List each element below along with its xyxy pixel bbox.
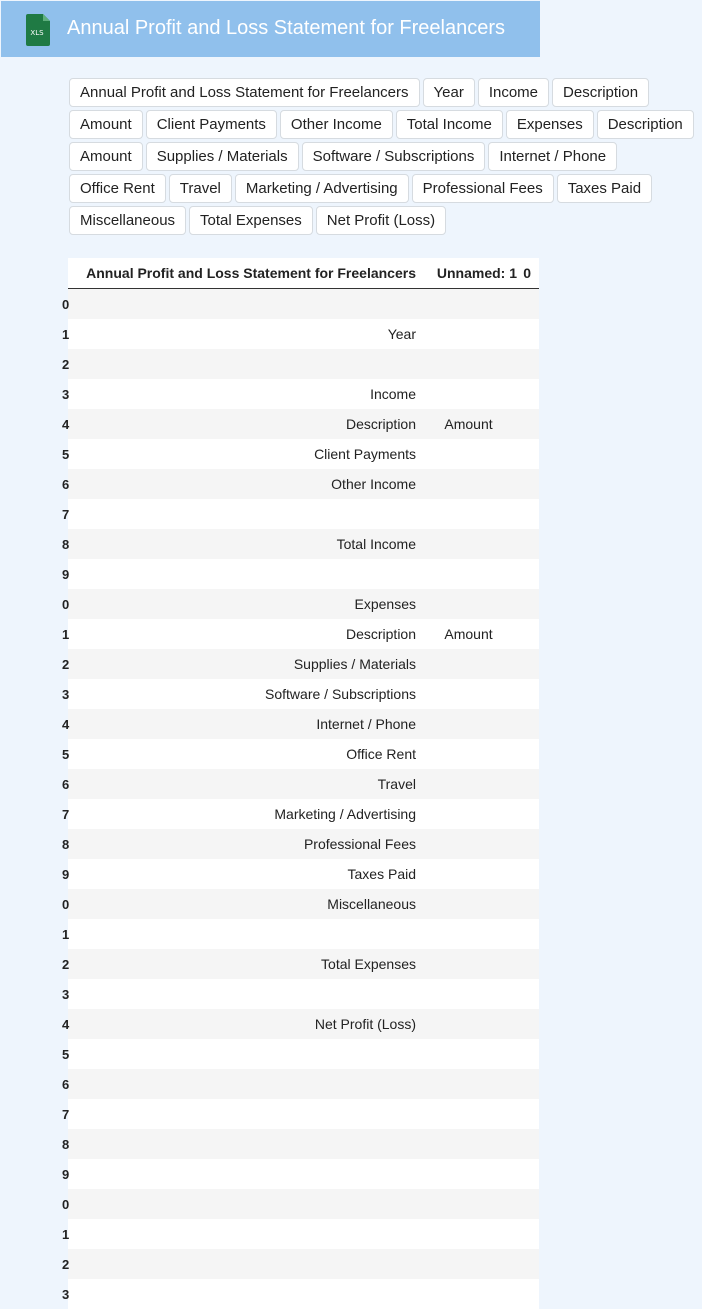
cell-unnamed-1[interactable] [416,949,521,979]
cell-0[interactable] [521,439,539,469]
cell-title[interactable] [77,1159,416,1189]
cell-0[interactable] [521,739,539,769]
cell-0[interactable] [521,1279,539,1309]
cell-unnamed-1[interactable] [416,1159,521,1189]
row-index: 2 [62,356,70,372]
cell-title[interactable] [77,919,416,949]
table-row [68,859,539,889]
cell-unnamed-1[interactable] [416,319,521,349]
cell-0[interactable] [521,619,539,649]
table-row [68,589,539,619]
row-index: 3 [62,686,70,702]
column-header-0[interactable]: 0 [521,258,539,289]
cell-unnamed-1[interactable] [416,589,521,619]
table-row [68,949,539,979]
cell-title[interactable] [77,1279,416,1309]
cell-0[interactable] [521,1069,539,1099]
row-index: 4 [62,1016,70,1032]
cell-unnamed-1[interactable] [416,709,521,739]
row-index: 4 [62,716,70,732]
row-index: 5 [62,1046,70,1062]
table-row [68,709,539,739]
cell-unnamed-1[interactable] [416,439,521,469]
cell-unnamed-1[interactable] [416,559,521,589]
cell-title[interactable]: Office Rent [346,746,416,762]
cell-unnamed-1[interactable] [416,469,521,499]
table-row [68,379,539,409]
cell-title[interactable] [77,1129,416,1159]
column-chip[interactable]: Taxes Paid [557,174,652,203]
column-chip[interactable]: Client Payments [146,110,277,139]
row-index: 1 [62,1226,70,1242]
cell-unnamed-1[interactable] [416,1099,521,1129]
column-header-index [68,258,77,289]
cell-title[interactable] [77,559,416,589]
cell-unnamed-1[interactable] [416,829,521,859]
table-row [68,799,539,829]
row-index: 9 [62,1166,70,1182]
row-index: 8 [62,1136,70,1152]
row-index: 2 [62,956,70,972]
cell-unnamed-1[interactable] [416,1069,521,1099]
cell-title[interactable]: Internet / Phone [316,716,416,732]
row-index: 6 [62,1076,70,1092]
cell-0[interactable] [521,859,539,889]
cell-unnamed-1[interactable]: Amount [444,626,493,642]
cell-0[interactable] [521,499,539,529]
column-chip[interactable]: Miscellaneous [69,206,186,235]
cell-unnamed-1[interactable] [416,1249,521,1279]
table-row [68,409,539,439]
cell-title[interactable]: Total Income [336,536,416,552]
cell-0[interactable] [521,889,539,919]
cell-0[interactable] [521,1249,539,1279]
column-chip[interactable]: Description [597,110,694,139]
cell-0[interactable] [521,1189,539,1219]
cell-title[interactable] [77,349,416,379]
row-index: 5 [62,446,70,462]
cell-unnamed-1[interactable] [416,919,521,949]
column-chip[interactable]: Expenses [506,110,594,139]
cell-title[interactable]: Total Expenses [321,956,416,972]
xls-file-icon [24,14,52,46]
cell-title[interactable]: Supplies / Materials [293,656,416,672]
table-row [68,289,539,320]
cell-title[interactable]: Software / Subscriptions [265,686,416,702]
column-header-unnamed-1[interactable]: Unnamed: 1 [416,258,521,289]
cell-0[interactable] [521,709,539,739]
row-index: 4 [62,416,70,432]
cell-unnamed-1[interactable] [416,289,521,320]
cell-unnamed-1[interactable] [416,1009,521,1039]
cell-0[interactable] [521,589,539,619]
cell-unnamed-1[interactable] [416,739,521,769]
cell-title[interactable] [77,289,416,320]
cell-unnamed-1[interactable] [416,859,521,889]
cell-0[interactable] [521,1159,539,1189]
cell-0[interactable] [521,649,539,679]
table-row [68,469,539,499]
row-index: 0 [62,596,70,612]
table-row [68,349,539,379]
cell-title[interactable] [77,979,416,1009]
cell-title[interactable]: Miscellaneous [327,896,416,912]
table-row [68,1069,539,1099]
table-row [68,739,539,769]
table-row [68,1279,539,1309]
cell-title[interactable]: Professional Fees [303,836,416,852]
svg-text:XLS: XLS [30,29,44,37]
cell-title[interactable]: Travel [377,776,416,792]
cell-title[interactable] [77,1249,416,1279]
table-row [68,1129,539,1159]
column-chip[interactable]: Software / Subscriptions [302,142,486,171]
table-row [68,1009,539,1039]
cell-title[interactable]: Description [345,416,416,432]
row-index: 1 [62,326,70,342]
column-chip[interactable]: Marketing / Advertising [235,174,409,203]
cell-title[interactable] [77,1189,416,1219]
cell-0[interactable] [521,319,539,349]
row-index: 9 [62,566,70,582]
cell-title[interactable]: Year [387,326,416,342]
column-chip[interactable]: Total Expenses [189,206,313,235]
row-index: 8 [62,536,70,552]
row-index: 0 [62,1196,70,1212]
cell-0[interactable] [521,1129,539,1159]
page-title: Annual Profit and Loss Statement for Freelancers [67,17,506,39]
table-row [68,1039,539,1069]
row-index: 0 [62,896,70,912]
cell-unnamed-1[interactable] [416,499,521,529]
column-chip-list [69,78,701,235]
table-row [68,619,539,649]
cell-unnamed-1[interactable] [416,979,521,1009]
row-index: 7 [62,806,70,822]
cell-unnamed-1[interactable] [416,889,521,919]
row-index: 0 [62,296,70,312]
row-index: 2 [62,656,70,672]
cell-0[interactable] [521,1219,539,1249]
cell-title[interactable]: Net Profit (Loss) [314,1016,416,1032]
cell-unnamed-1[interactable] [416,349,521,379]
column-chip[interactable]: Travel [169,174,232,203]
column-chip[interactable]: Description [552,78,649,107]
cell-title[interactable]: Other Income [331,476,416,492]
table-row [68,499,539,529]
column-chip[interactable]: Professional Fees [412,174,554,203]
table-row [68,529,539,559]
table-row [68,649,539,679]
row-index: 3 [62,386,70,402]
cell-0[interactable] [521,469,539,499]
cell-unnamed-1[interactable] [416,1129,521,1159]
cell-title[interactable] [77,1099,416,1129]
column-chip[interactable]: Other Income [280,110,393,139]
column-chip[interactable]: Amount [69,142,143,171]
column-chip[interactable]: Amount [69,110,143,139]
row-index: 2 [62,1256,70,1272]
cell-unnamed-1[interactable]: Amount [444,416,493,432]
cell-0[interactable] [521,559,539,589]
cell-unnamed-1[interactable] [416,769,521,799]
row-index: 5 [62,746,70,762]
title-bar [1,1,540,57]
cell-0[interactable] [521,289,539,320]
column-chip[interactable]: Income [478,78,549,107]
row-index: 3 [62,1286,70,1302]
row-index: 1 [62,626,70,642]
table-row [68,1159,539,1189]
cell-0[interactable] [521,979,539,1009]
cell-title[interactable]: Description [345,626,416,642]
cell-0[interactable] [521,769,539,799]
cell-unnamed-1[interactable] [416,649,521,679]
table-row [68,889,539,919]
cell-title[interactable] [77,1069,416,1099]
row-index: 3 [62,986,70,1002]
column-chip[interactable]: Internet / Phone [488,142,617,171]
row-index: 7 [62,1106,70,1122]
table-row [68,319,539,349]
cell-unnamed-1[interactable] [416,1219,521,1249]
cell-title[interactable]: Marketing / Advertising [274,806,416,822]
row-index: 1 [62,926,70,942]
table-row [68,769,539,799]
cell-title[interactable]: Taxes Paid [347,866,416,882]
row-index: 6 [62,476,70,492]
table-row [68,1099,539,1129]
cell-0[interactable] [521,1039,539,1069]
table-row [68,1219,539,1249]
table-header-row [68,258,539,289]
column-chip[interactable]: Supplies / Materials [146,142,299,171]
table-row [68,559,539,589]
column-header-title[interactable]: Annual Profit and Loss Statement for Freelancers [77,258,416,289]
cell-0[interactable] [521,349,539,379]
cell-title[interactable]: Expenses [354,596,416,612]
cell-0[interactable] [521,919,539,949]
table-row [68,679,539,709]
column-chip[interactable]: Net Profit (Loss) [316,206,446,235]
cell-title[interactable] [77,1039,416,1069]
cell-unnamed-1[interactable] [416,1039,521,1069]
row-index: 9 [62,866,70,882]
cell-unnamed-1[interactable] [416,1189,521,1219]
column-chip[interactable]: Year [423,78,475,107]
cell-unnamed-1[interactable] [416,799,521,829]
cell-0[interactable] [521,379,539,409]
cell-0[interactable] [521,1099,539,1129]
cell-title[interactable] [77,1219,416,1249]
cell-unnamed-1[interactable] [416,1279,521,1309]
row-index: 6 [62,776,70,792]
cell-0[interactable] [521,829,539,859]
column-chip[interactable]: Annual Profit and Loss Statement for Freelancers [69,78,420,107]
cell-0[interactable] [521,1009,539,1039]
cell-unnamed-1[interactable] [416,529,521,559]
table-row [68,1189,539,1219]
cell-0[interactable] [521,409,539,439]
spreadsheet-table [62,258,539,1302]
cell-title[interactable]: Client Payments [314,446,416,462]
row-index: 7 [62,506,70,522]
column-chip[interactable]: Office Rent [69,174,166,203]
cell-title[interactable] [77,499,416,529]
cell-title[interactable]: Income [370,386,416,402]
table-row [68,439,539,469]
cell-0[interactable] [521,949,539,979]
cell-0[interactable] [521,529,539,559]
cell-unnamed-1[interactable] [416,379,521,409]
column-chip[interactable]: Total Income [396,110,503,139]
table-row [68,979,539,1009]
cell-unnamed-1[interactable] [416,679,521,709]
cell-0[interactable] [521,799,539,829]
row-index: 8 [62,836,70,852]
table-row [68,1249,539,1279]
cell-0[interactable] [521,679,539,709]
table-row [68,829,539,859]
table-row [68,919,539,949]
